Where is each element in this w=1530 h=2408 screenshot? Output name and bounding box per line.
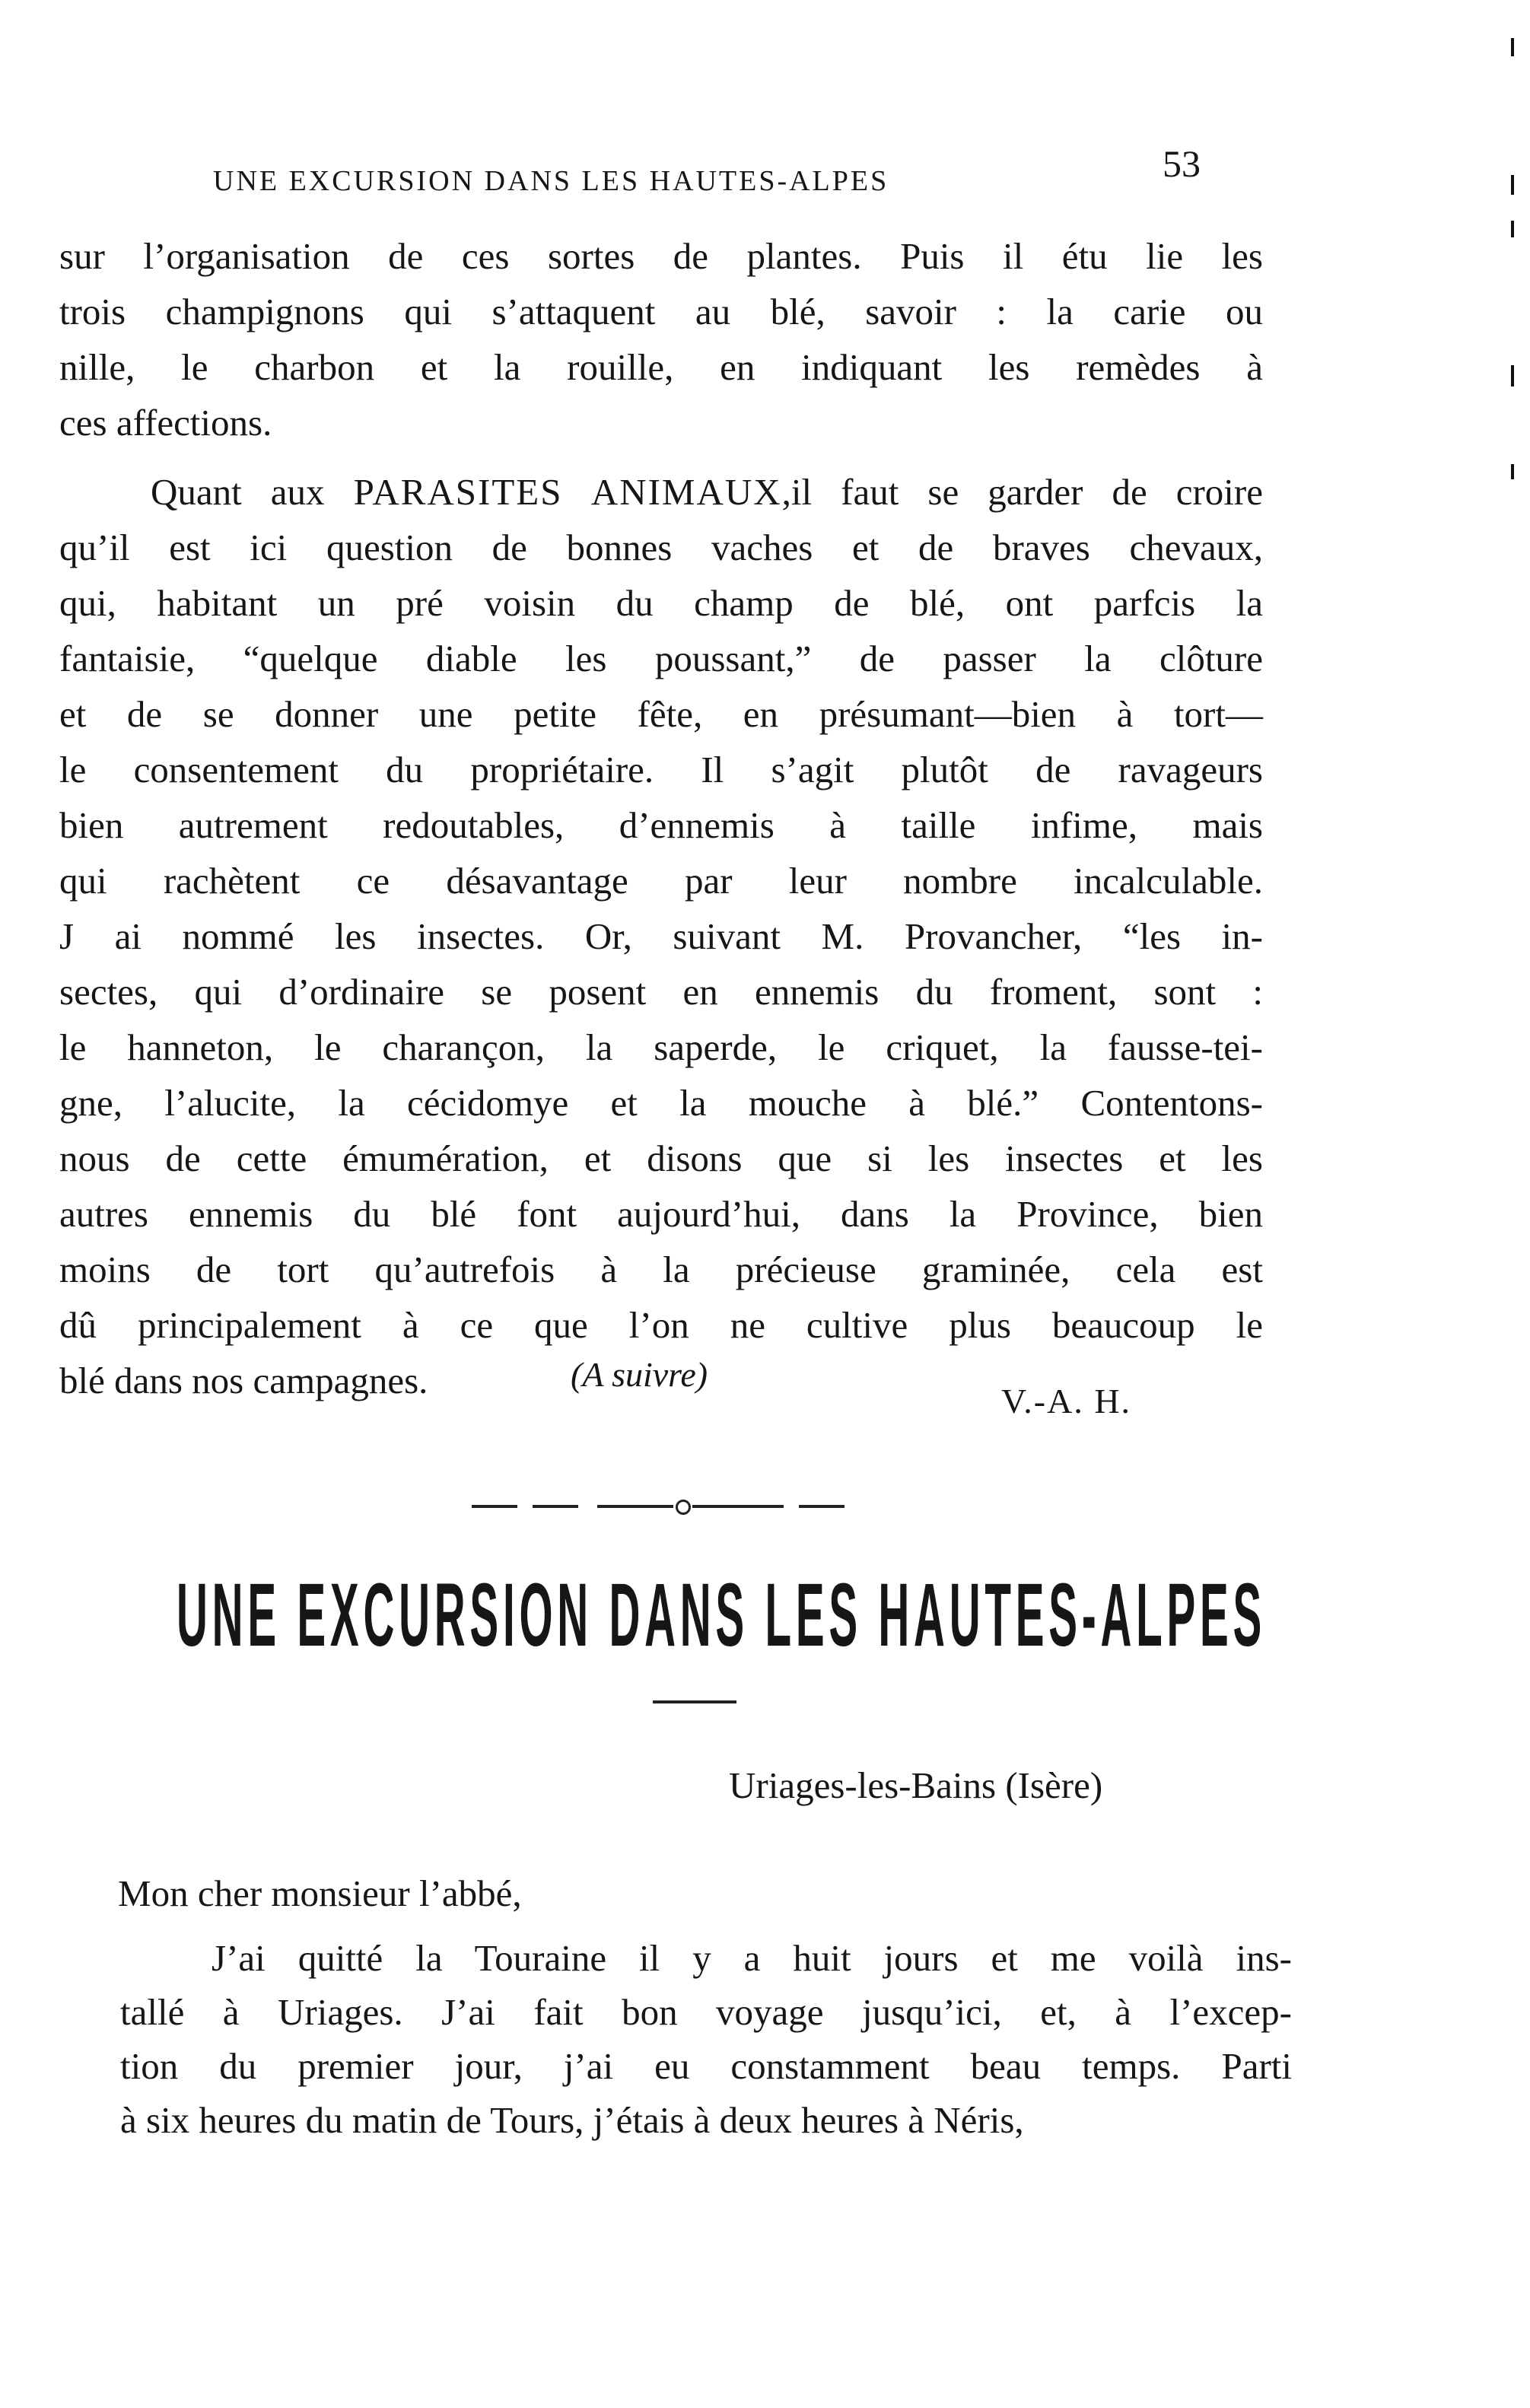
text-line: fantaisie, “quelque diable les poussant,” de passer la clôture [59,638,1263,679]
paragraph-fungi [59,228,1263,450]
text-line: moins de tort qu’autrefois à la précieuse graminée, cela est [59,1249,1263,1290]
letter-salutation: Mon cher monsieur l’abbé, [118,1872,522,1914]
text-line: qu’il est ici question de bonnes vaches et de braves chevaux, [59,526,1263,568]
title-underline [653,1700,736,1703]
edge-mark [1511,175,1514,195]
text-line: trois champignons qui s’attaquent au blé, savoir : la carie ou [59,291,1263,332]
text-line: qui, habitant un pré voisin du champ de blé, ont parfcis la [59,582,1263,624]
text-line: J ai nommé les insectes. Or, suivant M. Provancher, “les in- [59,915,1263,957]
text-line: sur l’organisation de ces sortes de plantes. Puis il étu lie les [59,235,1263,277]
letter-body [120,1931,1292,2147]
separator-dash [799,1505,845,1508]
text-line: tion du premier jour, j’ai eu constamment beau temps. Parti [120,2045,1292,2087]
edge-mark [1511,221,1514,237]
text-line: le consentement du propriétaire. Il s’agit plutôt de ravageurs [59,749,1263,790]
text-line: nous de cette émumération, et disons que si les insectes et les [59,1137,1263,1179]
to-be-continued: (A suivre) [571,1355,708,1394]
text-line: J’ai quitté la Touraine il y a huit jours et me voilà ins- [212,1937,1292,1979]
page-number: 53 [1163,142,1201,185]
text-line: qui rachètent ce désavantage par leur nombre incalculable. [59,860,1263,902]
text-line: à six heures du matin de Tours, j’étais à deux heures à Néris, [120,2099,1024,2141]
text-line: autres ennemis du blé font aujourd’hui, dans la Province, bien [59,1193,1263,1235]
text-line: dû principalement à ce que l’on ne cultive plus beaucoup le [59,1304,1263,1346]
text-span: ,il faut se garder de croire [781,471,1263,513]
edge-mark [1511,365,1514,386]
edge-mark [1511,38,1514,56]
text-span: Quant aux [151,471,354,513]
text-line: gne, l’alucite, la cécidomye et la mouche à blé.” Contentons- [59,1082,1263,1124]
text-line: ces affections. [59,402,272,444]
smallcaps-term: PARASITES ANIMAUX [353,471,782,513]
separator-dash [472,1505,517,1508]
text-line: nille, le charbon et la rouille, en indiquant les remèdes à [59,346,1263,388]
article-title: UNE EXCURSION DANS LES HAUTES-ALPES [177,1565,1267,1665]
edge-mark [1511,464,1514,479]
text-line: et de se donner une petite fête, en présumant—bien à tort— [59,693,1263,735]
text-line: tallé à Uriages. J’ai fait bon voyage jusqu’ici, et, à l’excep- [120,1991,1292,2033]
text-line: bien autrement redoutables, d’ennemis à taille infime, mais [59,804,1263,846]
edge-marks [1508,30,1523,487]
separator-ring [676,1500,691,1515]
section-separator [472,1495,898,1518]
paragraph-animal-parasites [59,464,1263,1408]
text-line [59,464,1263,520]
separator-dash [692,1505,784,1508]
letter-place: Uriages-les-Bains (Isère) [729,1764,1103,1806]
text-line: blé dans nos campagnes. [59,1360,428,1401]
running-title: UNE EXCURSION DANS LES HAUTES-ALPES [213,165,889,197]
author-signature: V.-A. H. [1001,1382,1132,1420]
text-line: sectes, qui d’ordinaire se posent en ennemis du froment, sont : [59,971,1263,1013]
separator-dash [597,1505,673,1508]
text-line: le hanneton, le charançon, la saperde, le criquet, la fausse-tei- [59,1026,1263,1068]
separator-dash [533,1505,578,1508]
